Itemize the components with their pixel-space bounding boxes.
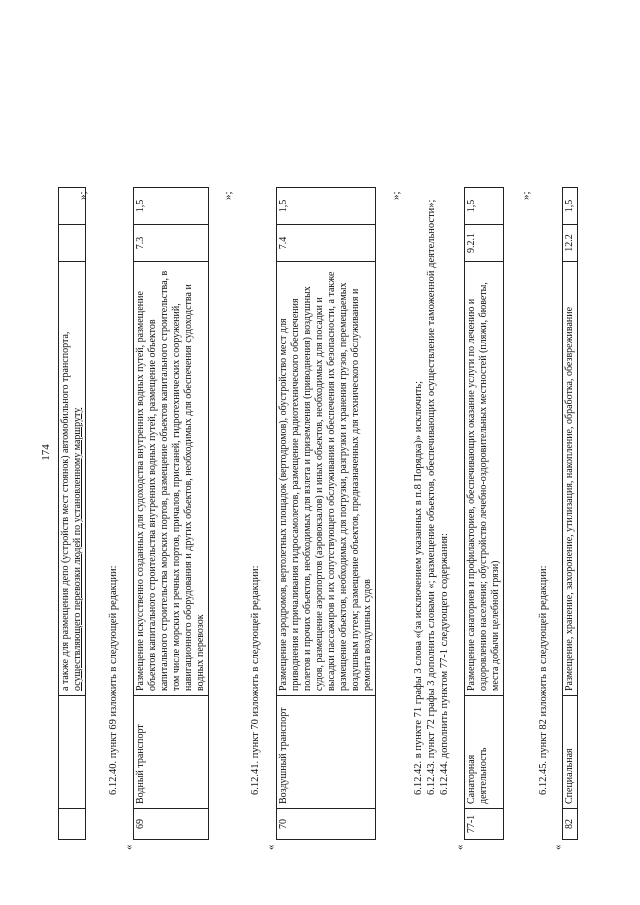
cell-code: 9.2.1 — [465, 225, 504, 262]
cell-code: 12.2 — [563, 225, 578, 262]
paragraph-6-12-42: 6.12.42. в пункте 71 графы 3 слова «(за исключением указанных в п.8 Порядка)» исключить; — [413, 381, 424, 795]
description-line: а также для размещения депо (устройств мест стоянок) автомобильного транспорта, — [60, 331, 71, 691]
closing-quote: »; — [520, 191, 532, 200]
table-row-70 — [276, 187, 376, 840]
cell-num: 82 — [563, 809, 578, 840]
paragraph-6-12-40: 6.12.40. пункт 69 изложить в следующей редакции: — [108, 565, 119, 795]
description-line: осуществляющего перевозки людей по установленному маршруту — [72, 407, 83, 691]
cell-value: 1,5 — [277, 188, 376, 225]
table-continuation — [58, 187, 86, 840]
closing-quote: »; — [77, 191, 89, 200]
cell-name: Санаторная деятельность — [465, 696, 504, 809]
cell-code: 7.4 — [277, 225, 376, 262]
paragraph-6-12-44: 6.12.44. дополнить пунктом 77-1 следующего содержания: — [439, 533, 450, 795]
table-row — [134, 188, 209, 840]
cell-num: 77-1 — [465, 809, 504, 840]
cell-num — [59, 809, 86, 840]
cell-name: Специальная — [563, 696, 578, 809]
cell-description — [59, 262, 86, 696]
page-number: 174 — [40, 444, 52, 461]
table-row — [277, 188, 376, 840]
table-row — [563, 188, 578, 840]
cell-name: Воздушный транспорт — [277, 696, 376, 809]
cell-description: Размещение искусственно созданных для судоходства внутренних водных путей, размещение объектов капитального строительства внутренних водных путей, размещение объектов капитального строительства морских портов, размещение объектов капитального строительства, в том числе морских и речных портов, причалов, пристаней, гидротехнических сооружений, навигационного оборудования и других объектов, необходимых для обеспечения судоходства и водных перевозок — [134, 262, 209, 696]
table-row — [59, 188, 86, 840]
cell-value: 1,5 — [465, 188, 504, 225]
cell-value: 1,5 — [134, 188, 209, 225]
cell-code: 7.3 — [134, 225, 209, 262]
cell-description: Размещение санаториев и профилакториев, обеспечивающих оказание услуги по лечению и оздоровлению населения; обустройство лечебно-оздоровительных местностей (пляжи, бюветы, места добычи целебной грязи) — [465, 262, 504, 696]
paragraph-6-12-43: 6.12.43. пункт 72 графы 3 дополнить словами «; размещение объектов, обеспечивающих осуществление таможенной деятельности»; — [426, 199, 437, 795]
cell-description: Размещение аэродромов, вертолетных площадок (вертодромов), обустройство мест для приводнения и причаливания гидросамолетов, размещение радиотехнического обеспечения полетов и прочих объектов, необходимых для взлета и приземления (приводнения) воздушных судов, размещение аэропортов (аэровокзалов) и иных объектов, необходимых для посадки и высадки пассажиров и их сопутствующего обслуживания и обеспечения их безопасности, а также размещение объектов, необходимых для погрузки, разгрузки и хранения грузов, перемещаемых воздушным путем; размещение объектов, предназначенных для технического обслуживания и ремонта воздушных судов — [277, 262, 376, 696]
paragraph-6-12-41: 6.12.41. пункт 70 изложить в следующей редакции: — [250, 565, 261, 795]
table-row-77-1 — [464, 187, 504, 840]
cell-description: Размещение, хранение, захоронение, утилизация, накопление, обработка, обезвреживание — [563, 262, 578, 696]
cell-value: 1,5 — [563, 188, 578, 225]
cell-num: 69 — [134, 809, 209, 840]
opening-quote: « — [265, 844, 277, 850]
cell-name — [59, 696, 86, 809]
cell-code — [59, 225, 86, 262]
cell-num: 70 — [277, 809, 376, 840]
table-row-82 — [562, 187, 578, 840]
closing-quote: »; — [222, 191, 234, 200]
opening-quote: « — [552, 844, 564, 850]
opening-quote: « — [123, 844, 135, 850]
paragraph-6-12-45: 6.12.45. пункт 82 изложить в следующей редакции: — [538, 565, 549, 795]
opening-quote: « — [454, 844, 466, 850]
closing-quote: »; — [390, 191, 402, 200]
table-row — [465, 188, 504, 840]
cell-name: Водный транспорт — [134, 696, 209, 809]
table-row-69 — [133, 187, 209, 840]
